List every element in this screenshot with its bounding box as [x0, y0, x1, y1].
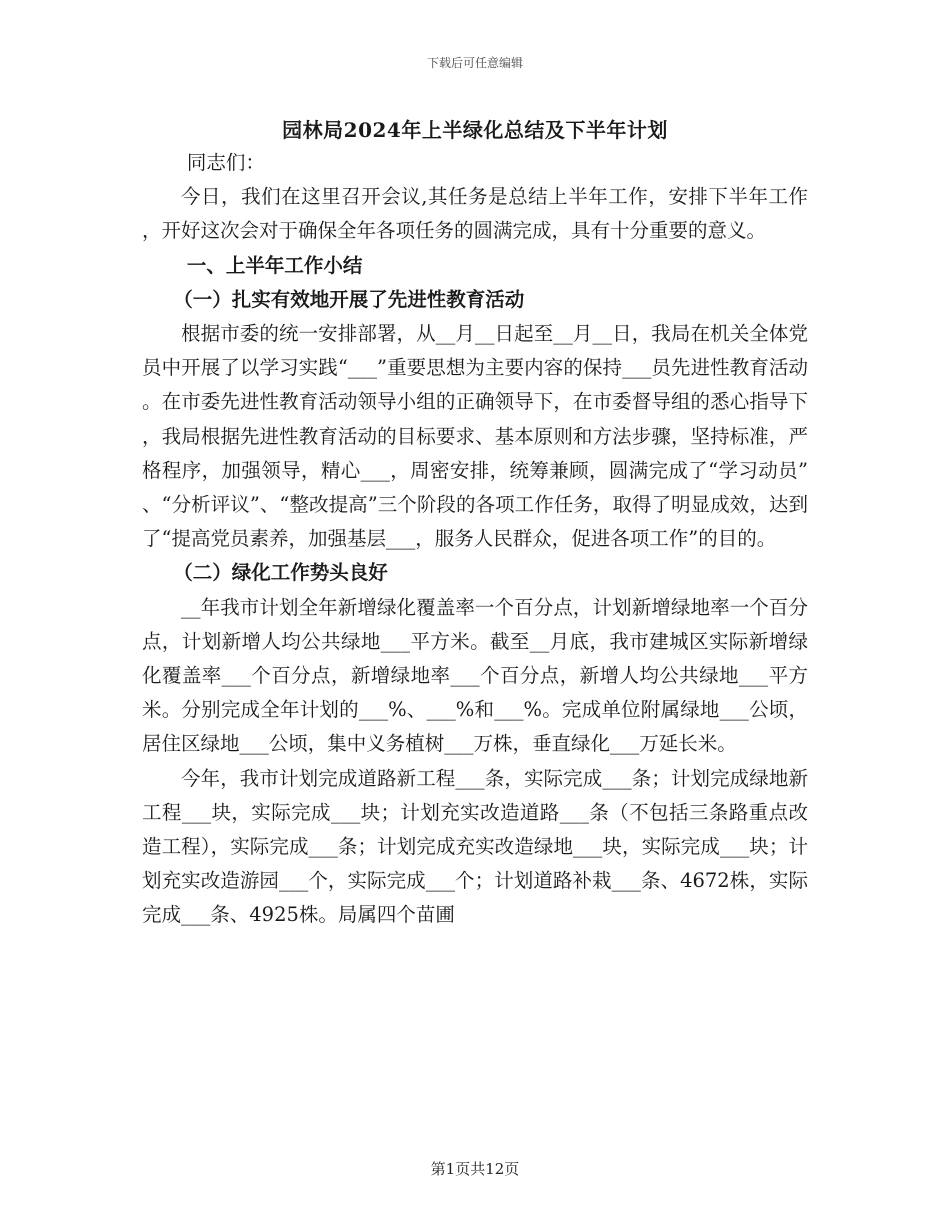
subsection-heading-1: （一）扎实有效地开展了先进性教育活动: [173, 287, 525, 311]
section-heading-1: 一、上半年工作小结: [186, 253, 363, 277]
subsection-2-paragraph-1: __年我市计划全年新增绿化覆盖率一个百分点，计划新增绿地率一个百分点，计划新增人均公共绿地___平方米。截至__月底，我市建城区实际新增绿化覆盖率___个百分点，新增绿地率___个百分点，新增人均公共绿地___平方米。分别完成全年计划的___%、___%和___%。完成单位附属绿地___公顷，居住区绿地___公顷，集中义务植树___万株，垂直绿化___万延长米。: [142, 595, 808, 756]
greeting: 同志们：: [186, 151, 265, 174]
document-title: 园林局2024年上半绿化总结及下半年计划: [282, 118, 668, 142]
subsection-2-paragraph-2: 今年，我市计划完成道路新工程___条，实际完成___条；计划完成绿地新工程___块，实际完成___块；计划充实改造道路___条（不包括三条路重点改造工程），实际完成___条；计划完成充实改造绿地___块，实际完成___块；计划充实改造游园___个，实际完成___个；计划道路补栽___条、4672株，实际完成___条、4925株。局属四个苗圃: [142, 766, 808, 927]
subsection-heading-2: （二）绿化工作势头良好: [173, 561, 388, 585]
subsection-1-paragraph: 根据市委的统一安排部署，从__月__日起至__月__日，我局在机关全体党员中开展了以学习实践“___”重要思想为主要内容的保持___员先进性教育活动。在市委先进性教育活动领导小组的正确领导下，在市委督导组的悉心指导下，我局根据先进性教育活动的目标要求、基本原则和方法步骤，坚持标准，严格程序，加强领导，精心___，周密安排，统筹兼顾，圆满完成了“学习动员”、“分析评议”、“整改提高”三个阶段的各项工作任务，取得了明显成效，达到了“提高党员素养，加强基层___，服务人民群众，促进各项工作”的目的。: [142, 322, 808, 551]
intro-paragraph: 今日，我们在这里召开会议,其任务是总结上半年工作，安排下半年工作，开好这次会对于确保全年各项任务的圆满完成，具有十分重要的意义。: [142, 185, 808, 243]
document-body: [142, 146, 808, 933]
page-number-footer: 第1页共12页: [430, 1160, 520, 1178]
page-header-note: 下载后可任意编辑: [426, 56, 523, 70]
